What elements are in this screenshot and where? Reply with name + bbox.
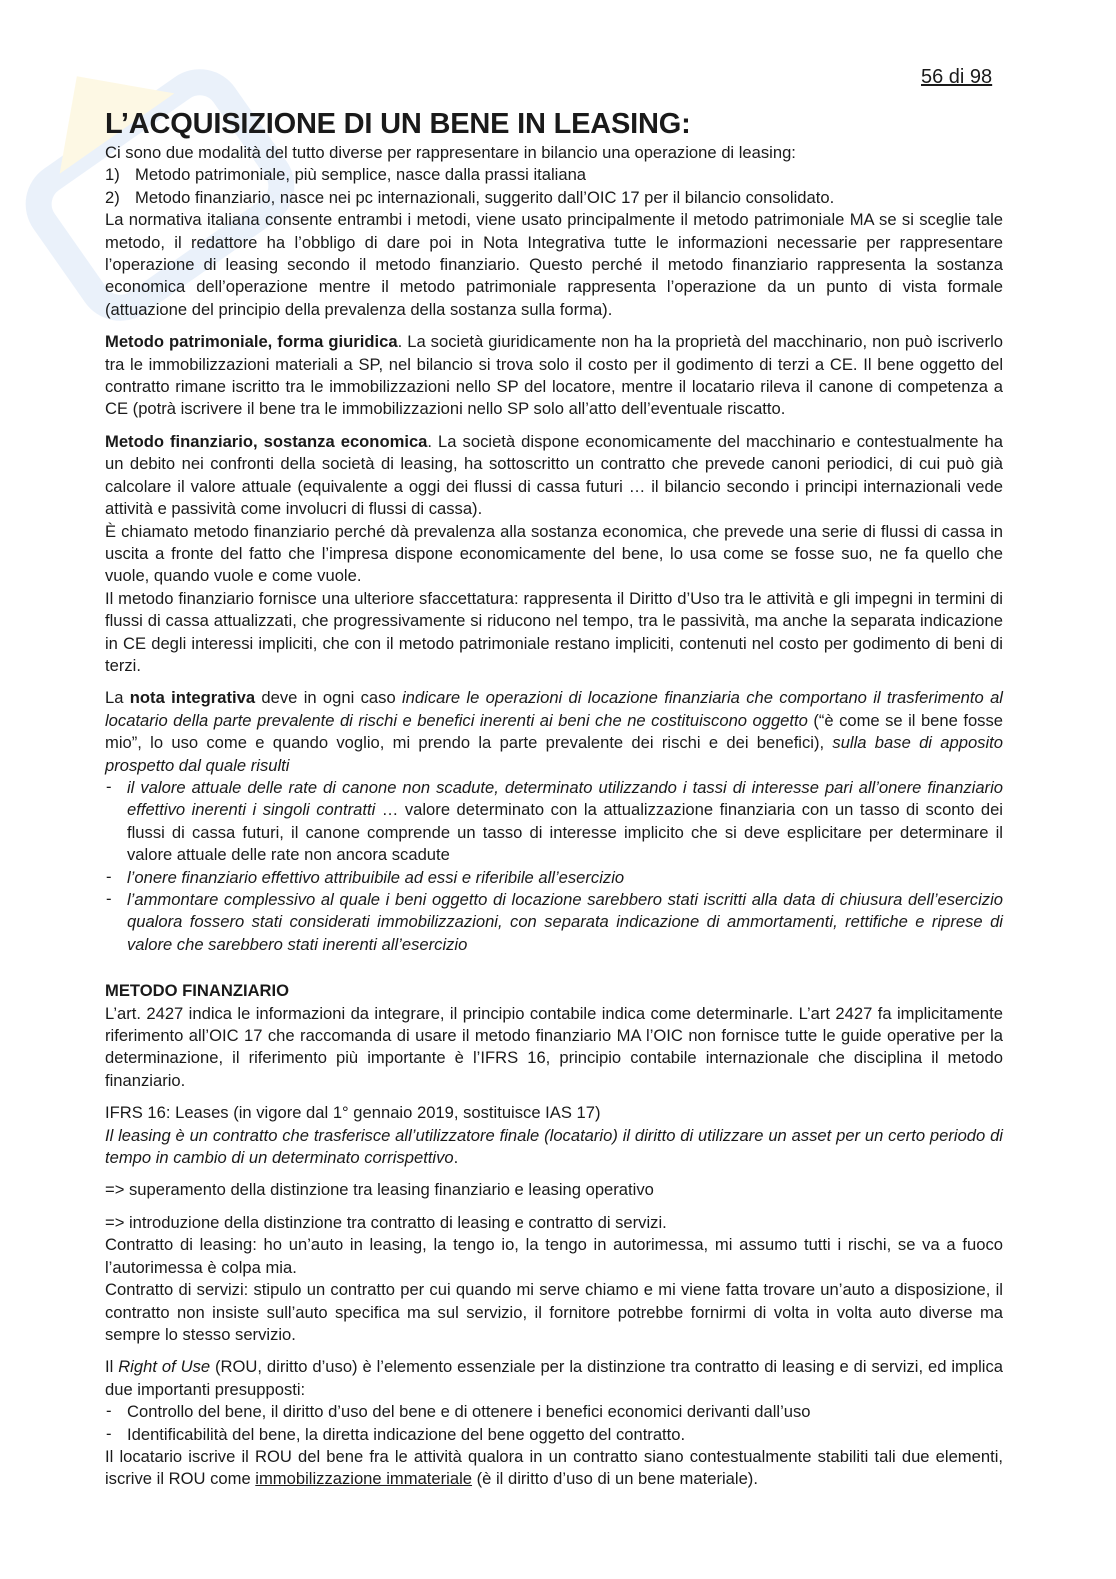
final-underline: immobilizzazione immateriale bbox=[255, 1469, 473, 1489]
page-number: 56 di 98 bbox=[921, 66, 993, 88]
metodo-finanziario-paragraph: L’art. 2427 indica le informazioni da integrare, il principio contabile indica come determinarle. L’art 2427 fa implicitamente riferimento all’OIC 17 che raccomanda di usare il metodo finanziario MA l’OIC non fornisce tutte le guide operative per la determinazione, il riferimento più importante è l’IFRS 16, principio contabile internazionale che disciplina il metodo finanziario. bbox=[105, 1003, 1003, 1090]
nota-list bbox=[105, 777, 1003, 956]
method-item-2 bbox=[105, 187, 1003, 209]
finanziario-text: . La società dispone economicamente del macchinario e contestualmente ha un debito nei confronti della società di leasing, ha sottoscritto un contratto che prevede canoni periodici, di cui può già calcolare il valore attuale (equivalente a oggi dei flussi di cassa futuri … il bilancio secondo i principi internazionali vede attività e passività come involucri di flussi di cassa). bbox=[105, 431, 1003, 519]
list-item bbox=[105, 889, 1003, 956]
method-text: Metodo finanziario, nasce nei pc internazionali, suggerito dall’OIC 17 per il bilancio consolidato. bbox=[135, 187, 835, 207]
list-item bbox=[105, 777, 1003, 867]
nota-bold: nota integrativa bbox=[129, 688, 256, 708]
intro-paragraph: Ci sono due modalità del tutto diverse per rappresentare in bilancio una operazione di leasing: bbox=[105, 143, 796, 162]
ifrs-title: IFRS 16: Leases (in vigore dal 1° gennaio 2019, sostituisce IAS 17) bbox=[105, 1103, 601, 1123]
final-paragraph bbox=[105, 1446, 1003, 1491]
rou-list bbox=[105, 1401, 1003, 1446]
list-item-italic: l’ammontare complessivo al quale i beni oggetto di locazione sarebbero stati iscritti alla data di chiusura dell’esercizio qualora fossero stati considerati immobilizzazioni, con separata indicazione di ammortamenti, rettifiche e riprese di valore che sarebbero stati inerenti all’esercizio bbox=[127, 890, 1003, 954]
method-number: 1) bbox=[105, 165, 120, 185]
patrimoniale-heading: Metodo patrimoniale, forma giuridica bbox=[105, 332, 398, 352]
nota-quote: (“è come se il bene fosse mio”, lo uso come e quando voglio, mi prendo la parte prevalente dei rischi e dei benefici), bbox=[105, 710, 1003, 753]
document-body bbox=[105, 106, 1003, 1491]
list-item: - Identificabilità del bene, la diretta indicazione del bene oggetto del contratto. bbox=[105, 1424, 1003, 1446]
contratto-servizi-paragraph: Contratto di servizi: stipulo un contratto per cui quando mi serve chiamo e mi viene fatta trovare un’auto a disposizione, il contratto non insiste sull’auto specifica ma sul servizio, il fornitore potrebbe fornirmi di volta in volta auto diverse ma sempre lo stesso servizio. bbox=[105, 1280, 1003, 1344]
rou-text: (ROU, diritto d’uso) è l’elemento essenziale per la distinzione tra contratto di leasing e di servizi, ed implica due importanti presupposti: bbox=[105, 1357, 1003, 1399]
normativa-paragraph: La normativa italiana consente entrambi i metodi, viene usato principalmente il metodo patrimoniale MA se si sceglie tale metodo, il redattore ha l’obbligo di dare poi in Nota Integrativa tutte le informazioni necessarie per rappresentare l’operazione di leasing secondo il metodo finanziario. Questo perché il metodo finanziario rappresenta la sostanza economica dell’operazione mentre il metodo patrimoniale rappresenta l’operazione da un punto di vista formale (attuazione del principio della prevalenza della sostanza sulla forma). bbox=[105, 210, 1003, 319]
section-title-metodo-finanziario: METODO FINANZIARIO bbox=[105, 981, 290, 1001]
finanziario-paragraph-2: È chiamato metodo finanziario perché dà prevalenza alla sostanza economica, che prevede una serie di flussi di cassa in uscita a fronte del fatto che l’impresa dispone economicamente del bene, lo usa come se fosse suo, ne fa quello che vuole, quando vuole e come vuole. bbox=[105, 521, 1003, 586]
contratto-leasing-paragraph: Contratto di leasing: ho un’auto in leasing, la tengo io, la tengo in autorimessa, mi assumo tutti i rischi, se va a fuoco l’autorimessa è colpa mia. bbox=[105, 1235, 1003, 1277]
nota-italic-2: sulla base di apposito prospetto dal quale risulti bbox=[105, 733, 1004, 775]
arrow-line-1: => superamento della distinzione tra leasing finanziario e leasing operativo bbox=[105, 1180, 654, 1200]
finanziario-heading: Metodo finanziario, sostanza economica bbox=[105, 431, 428, 451]
rou-pre: Il bbox=[105, 1357, 119, 1377]
nota-mid: deve in ogni caso bbox=[255, 688, 402, 708]
method-text: Metodo patrimoniale, più semplice, nasce dalla prassi italiana bbox=[135, 165, 587, 185]
page-title: L’ACQUISIZIONE DI UN BENE IN LEASING: bbox=[105, 108, 691, 140]
list-item-text: … valore determinato con la attualizzazione finanziaria con un tasso di sconto dei flussi di cassa futuri, il canone comprende un tasso di interesse implicito che si deve esplicitare per determinare il valore attuale delle rate non ancora scadute bbox=[127, 800, 1003, 865]
list-item: - Controllo del bene, il diritto d’uso del bene e di ottenere i benefici economici derivanti dall’uso bbox=[105, 1401, 1003, 1423]
list-item-italic: l’onere finanziario effettivo attribuibile ad essi e riferibile all’esercizio bbox=[127, 867, 625, 887]
ifrs-definition-end: . bbox=[453, 1148, 459, 1168]
method-number: 2) bbox=[105, 187, 120, 207]
finanziario-paragraph-3: Il metodo finanziario fornisce una ulteriore sfaccettatura: rappresenta il Diritto d’Uso tra le attività e gli impegni in termini di flussi di cassa attualizzati, che progressivamente si riducono nel tempo, tra le passività, ma anche la separata indicazione in CE degli interessi impliciti, che con il metodo patrimoniale restano impliciti, contenuti nel costo per godimento di beni di terzi. bbox=[105, 588, 1003, 675]
list-item-italic: il valore attuale delle rate di canone non scadute, determinato utilizzando i tassi di interesse pari all’onere finanziario effettivo inerenti i singoli contratti bbox=[127, 777, 1003, 820]
patrimoniale-paragraph bbox=[105, 331, 1003, 421]
rou-italic: Right of Use bbox=[118, 1357, 211, 1377]
patrimoniale-text: . La società giuridicamente non ha la proprietà del macchinario, non può iscriverlo tra le immobilizzazioni materiali a SP, nel bilancio si trova solo il costo per il godimento di terzi a CE. Il bene oggetto del contratto rimane iscritto tra le immobilizzazioni nello SP del locatore, mentre il locatario rileva il canone di competenza a CE (potrà iscrivere il bene tra le immobilizzazioni nello SP solo all’atto dell’eventuale riscatto. bbox=[105, 332, 1003, 419]
final-post: (è il diritto d’uso di un bene materiale). bbox=[472, 1469, 758, 1489]
ifrs-definition-italic: Il leasing è un contratto che trasferisce all’utilizzatore finale (locatario) il diritto di utilizzare un asset per un certo periodo di tempo in cambio di un determinato corrispettivo bbox=[105, 1125, 1003, 1168]
nota-pre: La bbox=[105, 688, 130, 708]
final-pre: Il locatario iscrive il ROU del bene fra le attività qualora in un contratto siano contestualmente stabiliti tali due elementi, iscrive il ROU come bbox=[105, 1446, 1003, 1489]
arrow-line-2: => introduzione della distinzione tra contratto di leasing e contratto di servizi. bbox=[105, 1212, 667, 1232]
nota-italic-1: indicare le operazioni di locazione finanziaria che comportano il trasferimento al locatario della parte prevalente di rischi e benefici inerenti ai beni che ne costituiscono oggetto bbox=[105, 688, 1003, 730]
list-item bbox=[105, 867, 1003, 889]
method-item-1 bbox=[105, 164, 1003, 186]
nota-paragraph bbox=[105, 687, 1003, 777]
rou-paragraph bbox=[105, 1356, 1003, 1401]
finanziario-paragraph bbox=[105, 431, 1003, 521]
ifrs-definition bbox=[105, 1125, 1003, 1170]
